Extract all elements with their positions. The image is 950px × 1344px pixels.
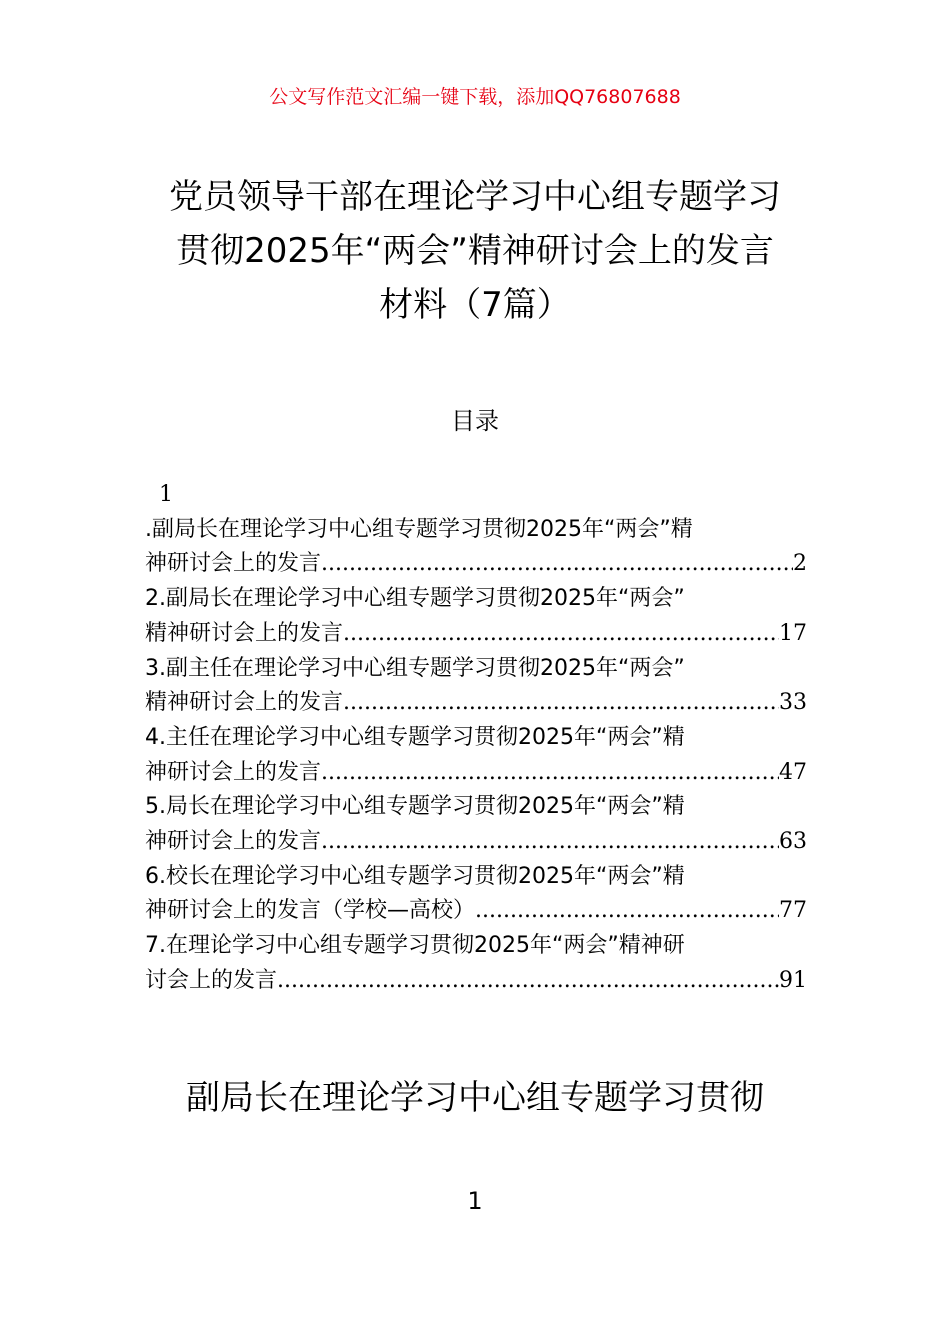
- toc-leader-dots: [475, 894, 779, 929]
- title-line: 党员领导干部在理论学习中心组专题学习: [169, 177, 781, 217]
- toc-leader-dots: [343, 686, 779, 721]
- toc-entry-title-cont: 神研讨会上的发言: [145, 551, 322, 577]
- toc-entry-title: 6.校长在理论学习中心组专题学习贯彻2025年“两会”精: [145, 863, 685, 889]
- table-of-contents: [145, 478, 807, 999]
- page-number: 1: [467, 1187, 483, 1215]
- document-title: [100, 170, 850, 332]
- toc-entry-page: 91: [779, 967, 807, 993]
- toc-entry-title-cont: 精神研讨会上的发言: [145, 620, 344, 646]
- toc-entry[interactable]: [145, 652, 807, 721]
- toc-entry-title-cont: 神研讨会上的发言: [145, 759, 322, 785]
- toc-heading: 目录: [451, 407, 499, 435]
- toc-leader-dots: [343, 617, 779, 652]
- toc-entry[interactable]: [145, 513, 807, 582]
- toc-entry-page: 63: [779, 829, 807, 855]
- toc-leader-dots: [277, 964, 779, 999]
- toc-entry[interactable]: [145, 790, 807, 859]
- toc-entry-page: 2: [793, 551, 807, 577]
- title-line: 材料（7篇）: [379, 285, 571, 325]
- toc-entry-page: 77: [779, 898, 807, 924]
- toc-entry-title: .副局长在理论学习中心组专题学习贯彻2025年“两会”精: [145, 516, 693, 542]
- title-line: 贯彻2025年“两会”精神研讨会上的发言: [176, 231, 774, 271]
- toc-entry-title-cont: 讨会上的发言: [145, 967, 278, 993]
- toc-entry-title-cont: 精神研讨会上的发言: [145, 690, 344, 716]
- toc-entry-title-cont: 神研讨会上的发言: [145, 829, 322, 855]
- section-title: 副局长在理论学习中心组专题学习贯彻: [186, 1078, 764, 1118]
- toc-entry-title: 5.局长在理论学习中心组专题学习贯彻2025年“两会”精: [145, 794, 685, 820]
- toc-entry[interactable]: [145, 929, 807, 998]
- toc-entry-title-cont: 神研讨会上的发言（学校—高校）: [145, 898, 476, 924]
- toc-entry-title: 4.主任在理论学习中心组专题学习贯彻2025年“两会”精: [145, 724, 685, 750]
- toc-entry-title: 7.在理论学习中心组专题学习贯彻2025年“两会”精神研: [145, 933, 685, 959]
- toc-leader-dots: [321, 825, 779, 860]
- toc-entry[interactable]: [145, 721, 807, 790]
- toc-entry-page: 17: [779, 620, 807, 646]
- toc-entry[interactable]: [145, 860, 807, 929]
- toc-entry-page: 47: [779, 759, 807, 785]
- promo-banner: 公文写作范文汇编一键下载，添加QQ76807688: [269, 86, 681, 108]
- toc-entry-page: 33: [779, 690, 807, 716]
- toc-first-number: 1: [159, 482, 173, 507]
- toc-entry-title: 3.副主任在理论学习中心组专题学习贯彻2025年“两会”: [145, 655, 685, 681]
- toc-leader-dots: [321, 756, 779, 791]
- toc-entry[interactable]: [145, 582, 807, 651]
- toc-leader-dots: [321, 547, 793, 582]
- toc-entry-title: 2.副局长在理论学习中心组专题学习贯彻2025年“两会”: [145, 586, 685, 612]
